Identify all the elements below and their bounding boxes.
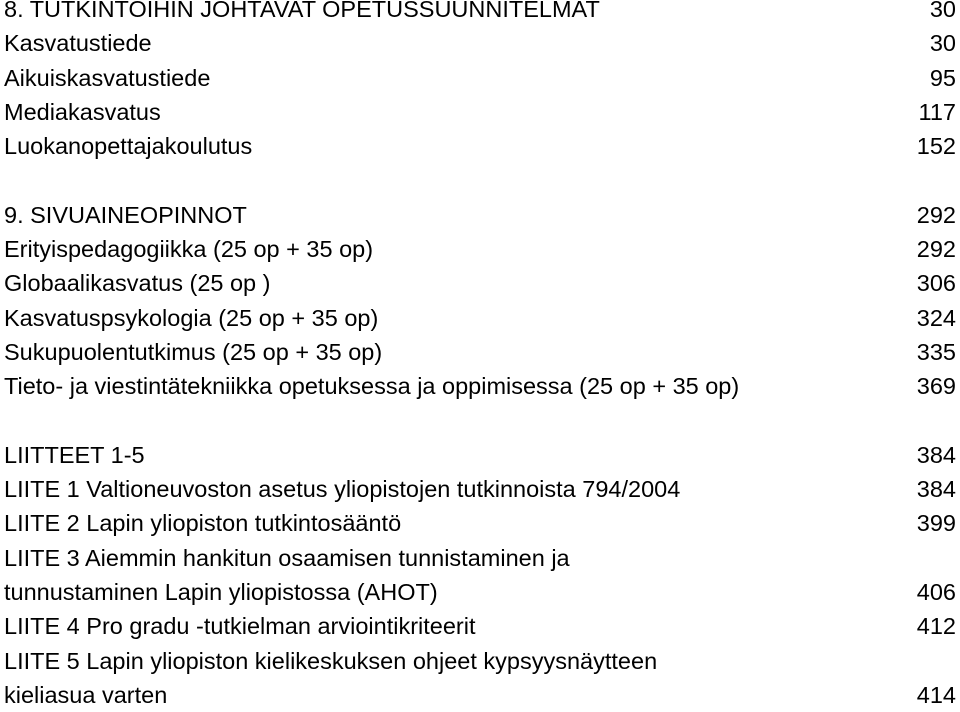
toc-page-number: 412	[916, 613, 956, 640]
toc-row	[0, 0, 960, 26]
toc-entry-label: tunnustaminen Lapin yliopistossa (AHOT)	[4, 579, 438, 606]
toc-entry-label: Mediakasvatus	[4, 98, 161, 125]
toc-page-number: 117	[918, 98, 956, 125]
toc-row	[0, 575, 960, 609]
toc-page-number: 30	[929, 0, 956, 22]
toc-page-number: 369	[916, 373, 956, 400]
section-spacer	[0, 163, 960, 197]
toc-entry-label: Luokanopettajakoulutus	[4, 133, 253, 160]
toc-entry-label: Sukupuolentutkimus (25 op + 35 op)	[4, 338, 383, 365]
toc-page-number: 95	[929, 64, 956, 91]
toc-entry-label: LIITTEET 1-5	[4, 441, 145, 468]
toc-page-number: 384	[916, 441, 956, 468]
toc-page-number: 324	[916, 304, 956, 331]
toc-entry-label: LIITE 2 Lapin yliopiston tutkintosääntö	[4, 510, 402, 537]
toc-row	[0, 335, 960, 369]
toc-entry-label: Tieto- ja viestintätekniikka opetuksessa ja oppimisessa (25 op + 35 op)	[4, 373, 740, 400]
toc-entry-label: LIITE 3 Aiemmin hankitun osaamisen tunnistaminen ja	[4, 544, 570, 571]
toc-entry-label: 9. SIVUAINEOPINNOT	[4, 201, 247, 228]
toc-row	[0, 232, 960, 266]
toc-page-number: 414	[916, 681, 956, 708]
toc-page-number: 292	[916, 201, 956, 228]
toc-page-number: 406	[916, 579, 956, 606]
toc-entry-label: Aikuiskasvatustiede	[4, 64, 211, 91]
toc-row	[0, 301, 960, 335]
toc-row	[0, 609, 960, 643]
section-spacer	[0, 404, 960, 438]
toc-entry-label: LIITE 5 Lapin yliopiston kielikeskuksen ohjeet kypsyysnäytteen	[4, 647, 658, 674]
toc-page-number: 384	[916, 476, 956, 503]
toc-entry-label: Kasvatuspsykologia (25 op + 35 op)	[4, 304, 379, 331]
toc-row	[0, 678, 960, 712]
toc-entry-label: LIITE 4 Pro gradu -tutkielman arviointikriteerit	[4, 613, 476, 640]
toc-row	[0, 369, 960, 403]
toc-page-number: 399	[916, 510, 956, 537]
toc-row	[0, 61, 960, 95]
toc-page-number: 152	[916, 133, 956, 160]
toc-entry-label: 8. TUTKINTOIHIN JOHTAVAT OPETUSSUUNNITELMAT	[4, 0, 600, 22]
toc-row	[0, 472, 960, 506]
toc-entry-label: Kasvatustiede	[4, 30, 152, 57]
toc-row	[0, 506, 960, 540]
toc-entry-label: Globaalikasvatus (25 op )	[4, 270, 271, 297]
toc-row	[0, 198, 960, 232]
toc-row	[0, 644, 960, 678]
toc-page-number: 30	[929, 30, 956, 57]
toc-row	[0, 26, 960, 60]
toc-row	[0, 95, 960, 129]
toc-row	[0, 438, 960, 472]
toc-row	[0, 266, 960, 300]
toc-row	[0, 129, 960, 163]
toc-entry-label: LIITE 1 Valtioneuvoston asetus yliopistojen tutkinnoista 794/2004	[4, 476, 681, 503]
toc-row	[0, 541, 960, 575]
toc-entry-label: Erityispedagogiikka (25 op + 35 op)	[4, 236, 374, 263]
toc-entry-label: kieliasua varten	[4, 681, 168, 708]
toc-page-number: 335	[916, 338, 956, 365]
toc-page-number: 292	[916, 236, 956, 263]
toc-page-number: 306	[916, 270, 956, 297]
